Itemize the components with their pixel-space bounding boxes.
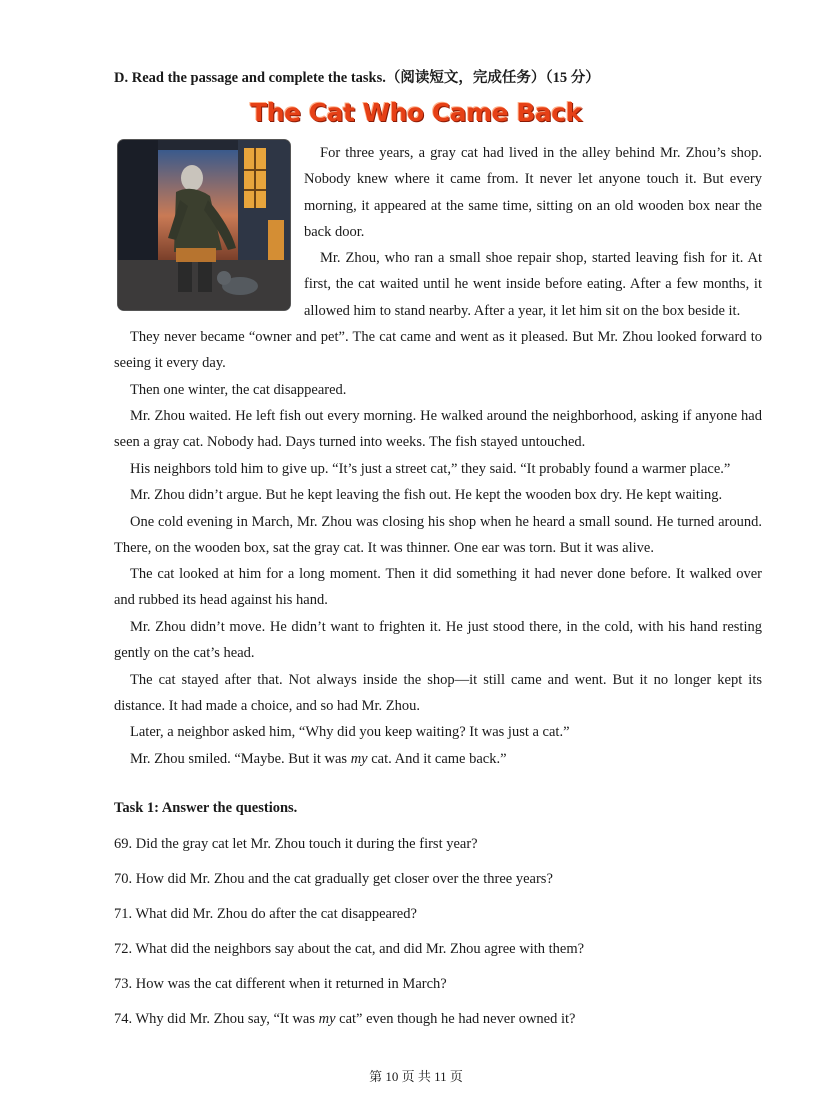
question-text-end: cat” even though he had never owned it? [335,1011,576,1027]
passage-paragraph-12: Later, a neighbor asked him, “Why did you keep waiting? It was just a cat.” [130,724,570,740]
question-72: 72. What did the neighbors say about the cat, and did Mr. Zhou agree with them? [114,941,585,957]
question-74 [114,1011,575,1028]
section-heading: D. Read the passage and complete the tasks.（阅读短文，完成任务）（15 分） [114,70,600,86]
question-text-start: 74. Why did Mr. Zhou say, “It was [114,1011,319,1027]
passage-paragraph-1: For three years, a gray cat had lived in the alley behind Mr. Zhou’s shop. Nobody knew where it came from. It never let anyone touch it. But every morning, it appeared at the same time, sitting on an old wooden box near the back door. [304,145,762,240]
passage-paragraph-6: His neighbors told him to give up. “It’s just a street cat,” they said. “It probably found a warmer place.” [130,461,731,477]
passage-paragraph-4: Then one winter, the cat disappeared. [130,382,347,398]
question-70: 70. How did Mr. Zhou and the cat gradually get closer over the three years? [114,871,553,887]
article-title: The Cat Who Came Back [250,98,582,127]
emphasized-word: my [350,751,368,767]
question-71: 71. What did Mr. Zhou do after the cat disappeared? [114,906,417,922]
question-73: 73. How was the cat different when it returned in March? [114,976,447,992]
passage-paragraph-3: They never became “owner and pet”. The cat came and went as it pleased. But Mr. Zhou looked forward to seeing it every day. [114,329,762,372]
passage-paragraph-11: The cat stayed after that. Not always inside the shop—it still came and went. But it no longer kept its distance. It had made a choice, and so had Mr. Zhou. [114,672,762,715]
passage-paragraph-13 [114,746,762,772]
paragraph-text-start: Mr. Zhou smiled. “Maybe. But it was [130,751,351,767]
emphasized-word: my [318,1011,336,1027]
passage-paragraph-8: One cold evening in March, Mr. Zhou was closing his shop when he heard a small sound. He turned around. There, on the wooden box, sat the gray cat. It was thinner. One ear was torn. But it was alive. [114,514,762,557]
passage-paragraph-7: Mr. Zhou didn’t argue. But he kept leaving the fish out. He kept the wooden box dry. He kept waiting. [130,487,723,503]
passage-paragraph-5: Mr. Zhou waited. He left fish out every morning. He walked around the neighborhood, asking if anyone had seen a gray cat. Nobody had. Days turned into weeks. The fish stayed untouched. [114,408,762,451]
passage-paragraph-2: Mr. Zhou, who ran a small shoe repair shop, started leaving fish for it. At first, the cat waited until he went inside before eating. After a few months, it allowed him to stand nearby. After a year, it let him sit on the box beside it. [304,250,762,319]
passage-paragraph-9: The cat looked at him for a long moment. Then it did something it had never done before. It walked over and rubbed its head against his hand. [114,566,762,609]
paragraph-text-end: cat. And it came back.” [367,751,507,767]
question-69: 69. Did the gray cat let Mr. Zhou touch it during the first year? [114,836,478,852]
page-number-footer: 第 10 页 共 11 页 [369,1069,463,1084]
passage-paragraph-10: Mr. Zhou didn’t move. He didn’t want to frighten it. He just stood there, in the cold, with his hand resting gently on the cat’s head. [114,619,762,662]
man-with-cat-in-alley-illustration [118,140,290,310]
task-1-heading: Task 1: Answer the questions. [114,800,298,816]
